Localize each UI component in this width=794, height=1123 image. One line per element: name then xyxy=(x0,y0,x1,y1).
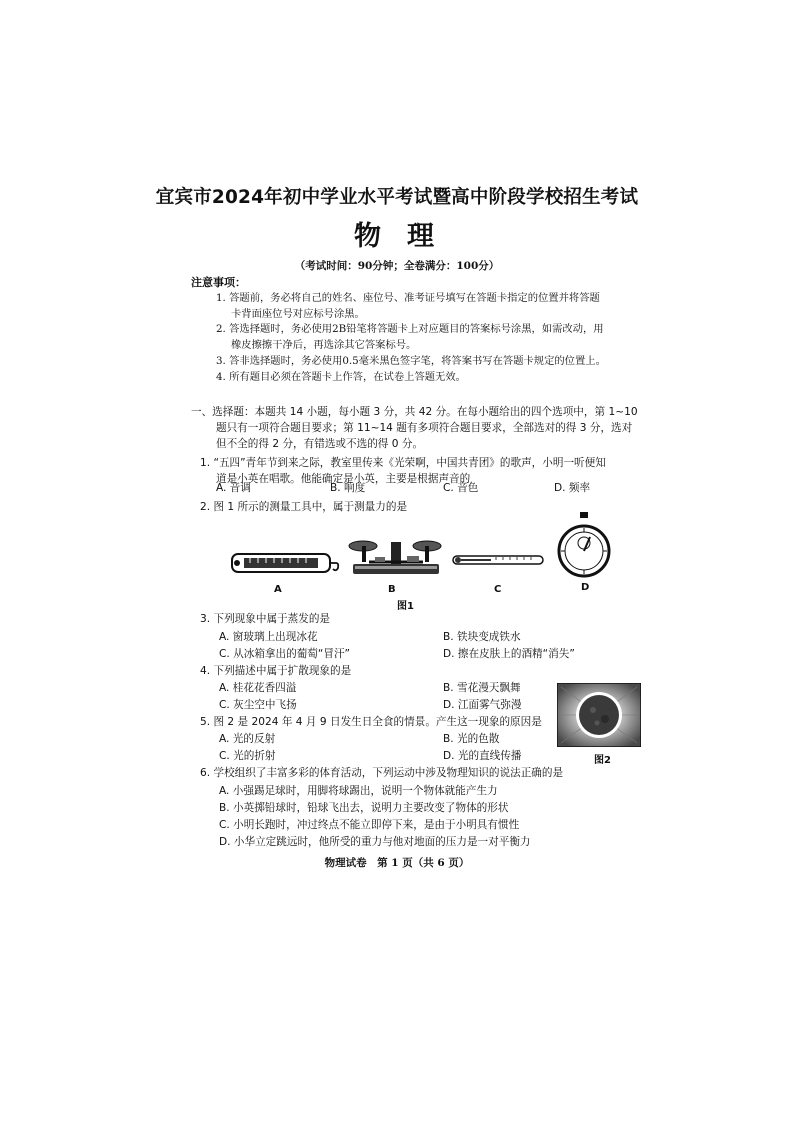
subject-title: 物理 xyxy=(354,221,460,252)
figure-1-label-d: D xyxy=(581,582,590,593)
exam-info: （考试时间：90分钟；全卷满分：100分） xyxy=(294,260,500,272)
figure-2-caption: 图2 xyxy=(594,755,611,766)
question-6-option-c: C. 小明长跑时，冲过终点不能立即停下来，是由于小明具有惯性 xyxy=(219,819,520,831)
notice-item: 橡皮擦擦干净后，再选涂其它答案标号。 xyxy=(231,339,417,351)
question-6-option-b: B. 小英掷铅球时，铅球飞出去，说明力主要改变了物体的形状 xyxy=(219,802,509,814)
solar-eclipse-photo xyxy=(557,683,641,747)
question-1-option-b: B. 响度 xyxy=(330,482,366,494)
question-4-option-b: B. 雪花漫天飘舞 xyxy=(443,682,521,694)
figure-1-label-b: B xyxy=(388,584,396,595)
question-1-option-d: D. 频率 xyxy=(554,482,591,494)
section-instruction: 题只有一项符合题目要求；第 11~14 题有多项符合题目要求，全部选对的得 3 分，选对 xyxy=(216,422,633,434)
question-4-option-d: D. 江面雾气弥漫 xyxy=(443,699,522,711)
exam-title: 宜宾市2024年初中学业水平考试暨高中阶段学校招生考试 xyxy=(155,187,639,208)
notice-heading: 注意事项： xyxy=(191,276,246,289)
notice-item: 2. 答选择题时，务必使用2B铅笔将答题卡上对应题目的答案标号涂黑，如需改动，用 xyxy=(216,323,604,335)
section-instruction: 一、选择题：本题共 14 小题，每小题 3 分，共 42 分。在每小题给出的四个选项中，第 1~10 xyxy=(191,406,638,418)
balance-scale-illustration xyxy=(347,532,445,584)
stopwatch-illustration xyxy=(556,510,612,580)
question-1-option-a: A. 音调 xyxy=(216,482,251,494)
figure-1-label-a: A xyxy=(274,584,282,595)
question-1-stem: 道是小英在唱歌。他能确定是小英，主要是根据声音的 xyxy=(216,473,471,485)
figure-1-label-c: C xyxy=(494,584,502,595)
question-5-option-b: B. 光的色散 xyxy=(443,733,500,745)
notice-item: 卡背面座位号对应标号涂黑。 xyxy=(231,308,365,320)
question-2-stem: 2. 图 1 所示的测量工具中，属于测量力的是 xyxy=(200,501,408,513)
question-3-option-b: B. 铁块变成铁水 xyxy=(443,631,521,643)
notice-item: 1. 答题前，务必将自己的姓名、座位号、准考证号填写在答题卡指定的位置并将答题 xyxy=(216,292,600,304)
question-3-option-c: C. 从冰箱拿出的葡萄“冒汗” xyxy=(219,648,351,660)
question-3-option-d: D. 擦在皮肤上的酒精“消失” xyxy=(443,648,575,660)
question-5-stem: 5. 图 2 是 2024 年 4 月 9 日发生日全食的情景。产生这一现象的原因是 xyxy=(200,716,542,728)
page-footer: 物理试卷 第 1 页（共 6 页） xyxy=(324,857,470,869)
figure-1-caption: 图1 xyxy=(397,601,414,612)
question-4-option-c: C. 灰尘空中飞扬 xyxy=(219,699,297,711)
section-instruction: 但不全的得 2 分，有错选或不选的得 0 分。 xyxy=(216,438,424,450)
question-1-stem: 1. “五四”青年节到来之际，教室里传来《光荣啊，中国共青团》的歌声，小明一听便知 xyxy=(200,457,606,469)
question-5-option-c: C. 光的折射 xyxy=(219,750,276,762)
notice-item: 4. 所有题目必须在答题卡上作答，在试卷上答题无效。 xyxy=(216,371,466,383)
question-4-stem: 4. 下列描述中属于扩散现象的是 xyxy=(200,665,352,677)
notice-item: 3. 答非选择题时，务必使用0.5毫米黑色签字笔，将答案书写在答题卡规定的位置上。 xyxy=(216,355,606,367)
question-6-option-d: D. 小华立定跳远时，他所受的重力与他对地面的压力是一对平衡力 xyxy=(219,836,531,848)
question-1-option-c: C. 音色 xyxy=(443,482,479,494)
question-4-option-a: A. 桂花花香四溢 xyxy=(219,682,297,694)
question-5-option-a: A. 光的反射 xyxy=(219,733,276,745)
question-5-option-d: D. 光的直线传播 xyxy=(443,750,522,762)
question-6-option-a: A. 小强踢足球时，用脚将球踢出，说明一个物体就能产生力 xyxy=(219,785,498,797)
spring-scale-illustration xyxy=(228,550,340,576)
question-3-stem: 3. 下列现象中属于蒸发的是 xyxy=(200,613,331,625)
question-6-stem: 6. 学校组织了丰富多彩的体育活动，下列运动中涉及物理知识的说法正确的是 xyxy=(200,767,564,779)
question-3-option-a: A. 窗玻璃上出现冰花 xyxy=(219,631,318,643)
thermometer-illustration xyxy=(451,553,545,567)
